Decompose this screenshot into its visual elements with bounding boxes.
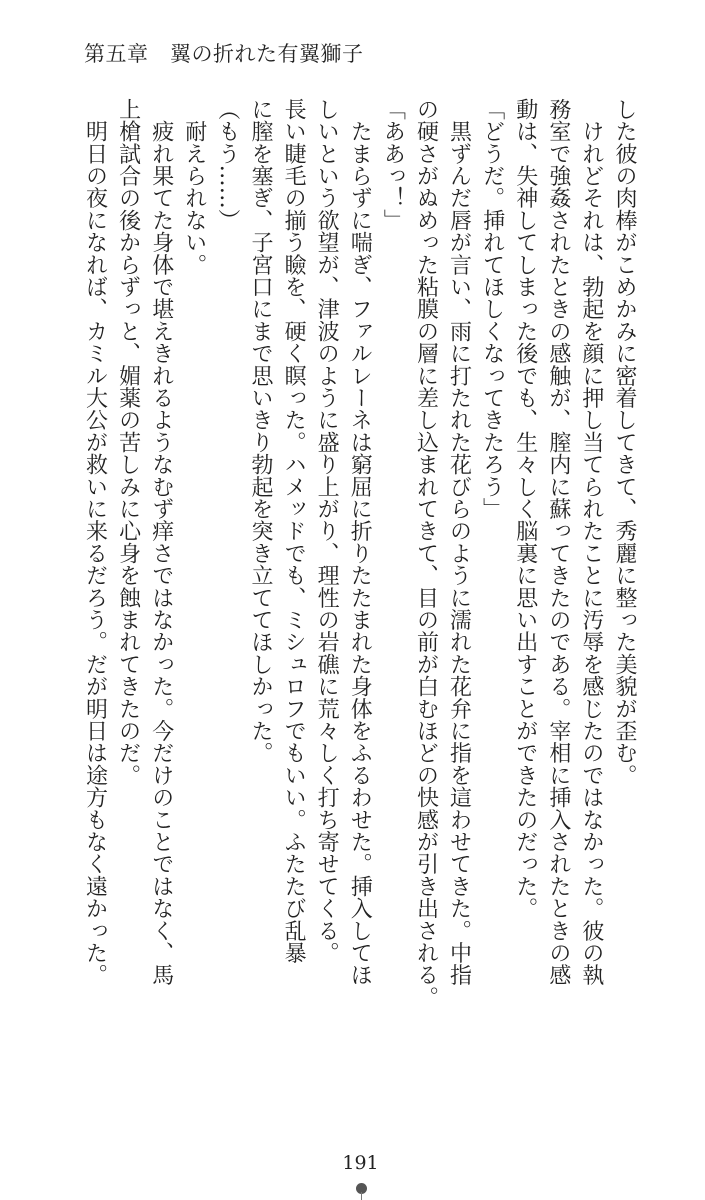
text-column: 長い睫毛の揃う瞼を、硬く瞑った。ハメッドでも、ミシュロフでもいい。ふたたび乱暴 bbox=[281, 98, 307, 964]
text-column: （もう……） bbox=[214, 98, 240, 232]
running-head-chapter-title: 第五章 翼の折れた有翼獅子 bbox=[84, 42, 364, 66]
text-column: した彼の肉棒がこめかみに密着してきて、秀麗に整った美貌が歪む。 bbox=[612, 98, 637, 787]
text-column: の硬さがぬめった粘膜の層に差し込まれてきて、目の前が白むほどの快感が引き出される。 bbox=[413, 98, 439, 1009]
text-column: 動は、失神してしまった後でも、生々しく脳裏に思い出すことができたのだった。 bbox=[512, 98, 538, 920]
text-column: たまらずに喘ぎ、ファルレーネは窮屈に折りたたまれた身体をふるわせた。挿入してほ bbox=[347, 98, 373, 986]
text-column: に膣を塞ぎ、子宮口にまで思いきり勃起を突き立ててほしかった。 bbox=[247, 98, 273, 764]
page-number: 191 bbox=[342, 1152, 379, 1174]
text-column: 務室で強姦されたときの感触が、膣内に蘇ってきたのである。宰相に挿入されたときの感 bbox=[545, 98, 571, 986]
text-column: 明日の夜になれば、カミル大公が救いに来るだろう。だが明日は途方もなく遠かった。 bbox=[82, 98, 108, 986]
text-column: 疲れ果てた身体で堪えきれるようなむず痒さではなかった。今だけのことではなく、馬 bbox=[148, 98, 174, 986]
text-column: けれどそれは、勃起を顔に押し当てられたことに汚辱を感じたのではなかった。彼の執 bbox=[578, 98, 604, 987]
text-column: 耐えられない。 bbox=[181, 98, 207, 276]
text-column: しいという欲望が、津波のように盛り上がり、理性の岩礁に荒々しく打ち寄せてくる。 bbox=[314, 98, 340, 964]
text-column: 「どうだ。挿れてほしくなってきたろう」 bbox=[479, 98, 505, 520]
page-marker-stem bbox=[361, 1192, 362, 1200]
text-column: 「ああっ！」 bbox=[380, 98, 406, 232]
text-column: 上槍試合の後からずっと、媚薬の苦しみに心身を蝕まれてきたのだ。 bbox=[115, 98, 141, 787]
body-text bbox=[78, 98, 641, 1009]
text-column: 黒ずんだ唇が言い、雨に打たれた花びらのように濡れた花弁に指を這わせてきた。中指 bbox=[446, 98, 472, 986]
